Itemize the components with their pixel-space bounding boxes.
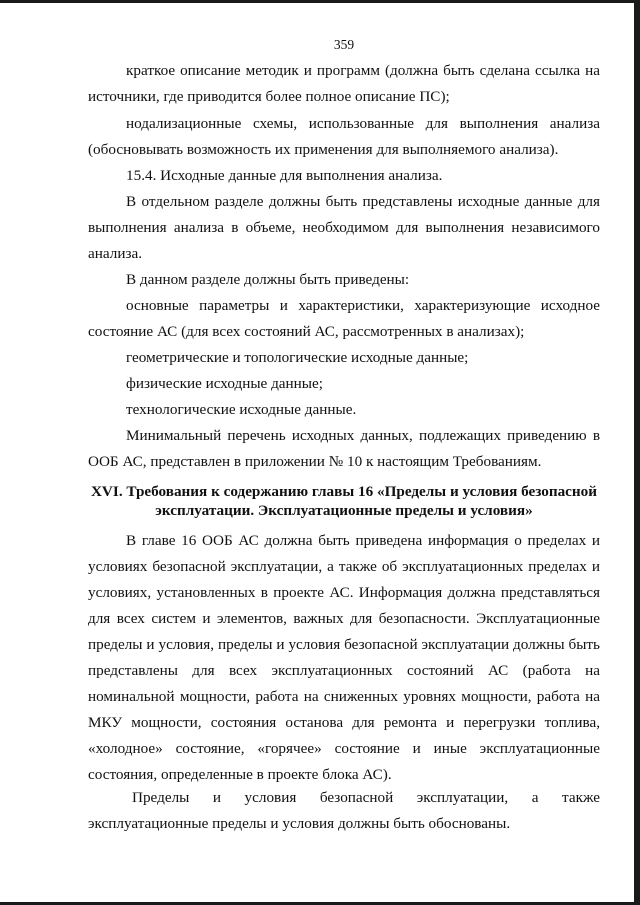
paragraph-list-intro: В данном разделе должны быть приведены:: [126, 271, 410, 288]
paragraph-justification: Пределы и условия безопасной эксплуатации, а также эксплуатационные пределы и условия должны быть обоснованы.: [88, 789, 600, 832]
paragraph-input-data: В отдельном разделе должны быть представлены исходные данные для выполнения анализа в объеме, необходимом для выполнения независимого анализа.: [88, 193, 600, 262]
section-heading-xvi: [88, 482, 600, 520]
scan-border-top: [0, 0, 640, 3]
paragraph-nodalization: нодализационные схемы, использованные для выполнения анализа (обосновывать возможность их применения для выполняемого анализа).: [88, 115, 600, 158]
list-item-physical: физические исходные данные;: [126, 375, 323, 392]
paragraph-methods: краткое описание методик и программ (должна быть сделана ссылка на источники, где приводится более полное описание ПС);: [88, 62, 600, 105]
section-heading-line-2: эксплуатации. Эксплуатационные пределы и условия»: [155, 502, 533, 519]
list-item-technological: технологические исходные данные.: [126, 401, 357, 418]
paragraph-chapter-16: В главе 16 ООБ АС должна быть приведена информация о пределах и условиях безопасной эксплуатации, а также об эксплуатационных пределах и условиях, установленных в проекте АС. Информация должна представляться для всех систем и элементов, важных для безопасности. Эксплуатационные пределы и условия, пределы и условия безопасной эксплуатации должны быть представлены для всех эксплуатационных состояний АС (работа на номинальной мощности, работа на сниженных уровнях мощности, работа на МКУ мощности, состояния останова для ремонта и перегрузки топлива, «холодное» состояние, «горячее» состояние и иные эксплуатационные состояния, определенные в проекте блока АС).: [88, 532, 600, 783]
section-heading-line-1: XVI. Требования к содержанию главы 16 «Пределы и условия безопасной: [90, 483, 598, 500]
list-item-parameters: основные параметры и характеристики, характеризующие исходное состояние АС (для всех состояний АС, рассмотренных в анализах);: [88, 297, 600, 340]
subsection-title-15-4: 15.4. Исходные данные для выполнения анализа.: [126, 167, 443, 184]
list-item-geometric: геометрические и топологические исходные данные;: [126, 349, 469, 366]
paragraph-minimal-list: Минимальный перечень исходных данных, подлежащих приведению в ООБ АС, представлен в приложении № 10 к настоящим Требованиям.: [88, 427, 600, 470]
scan-border-right: [634, 0, 640, 905]
page-number: 359: [333, 37, 355, 52]
